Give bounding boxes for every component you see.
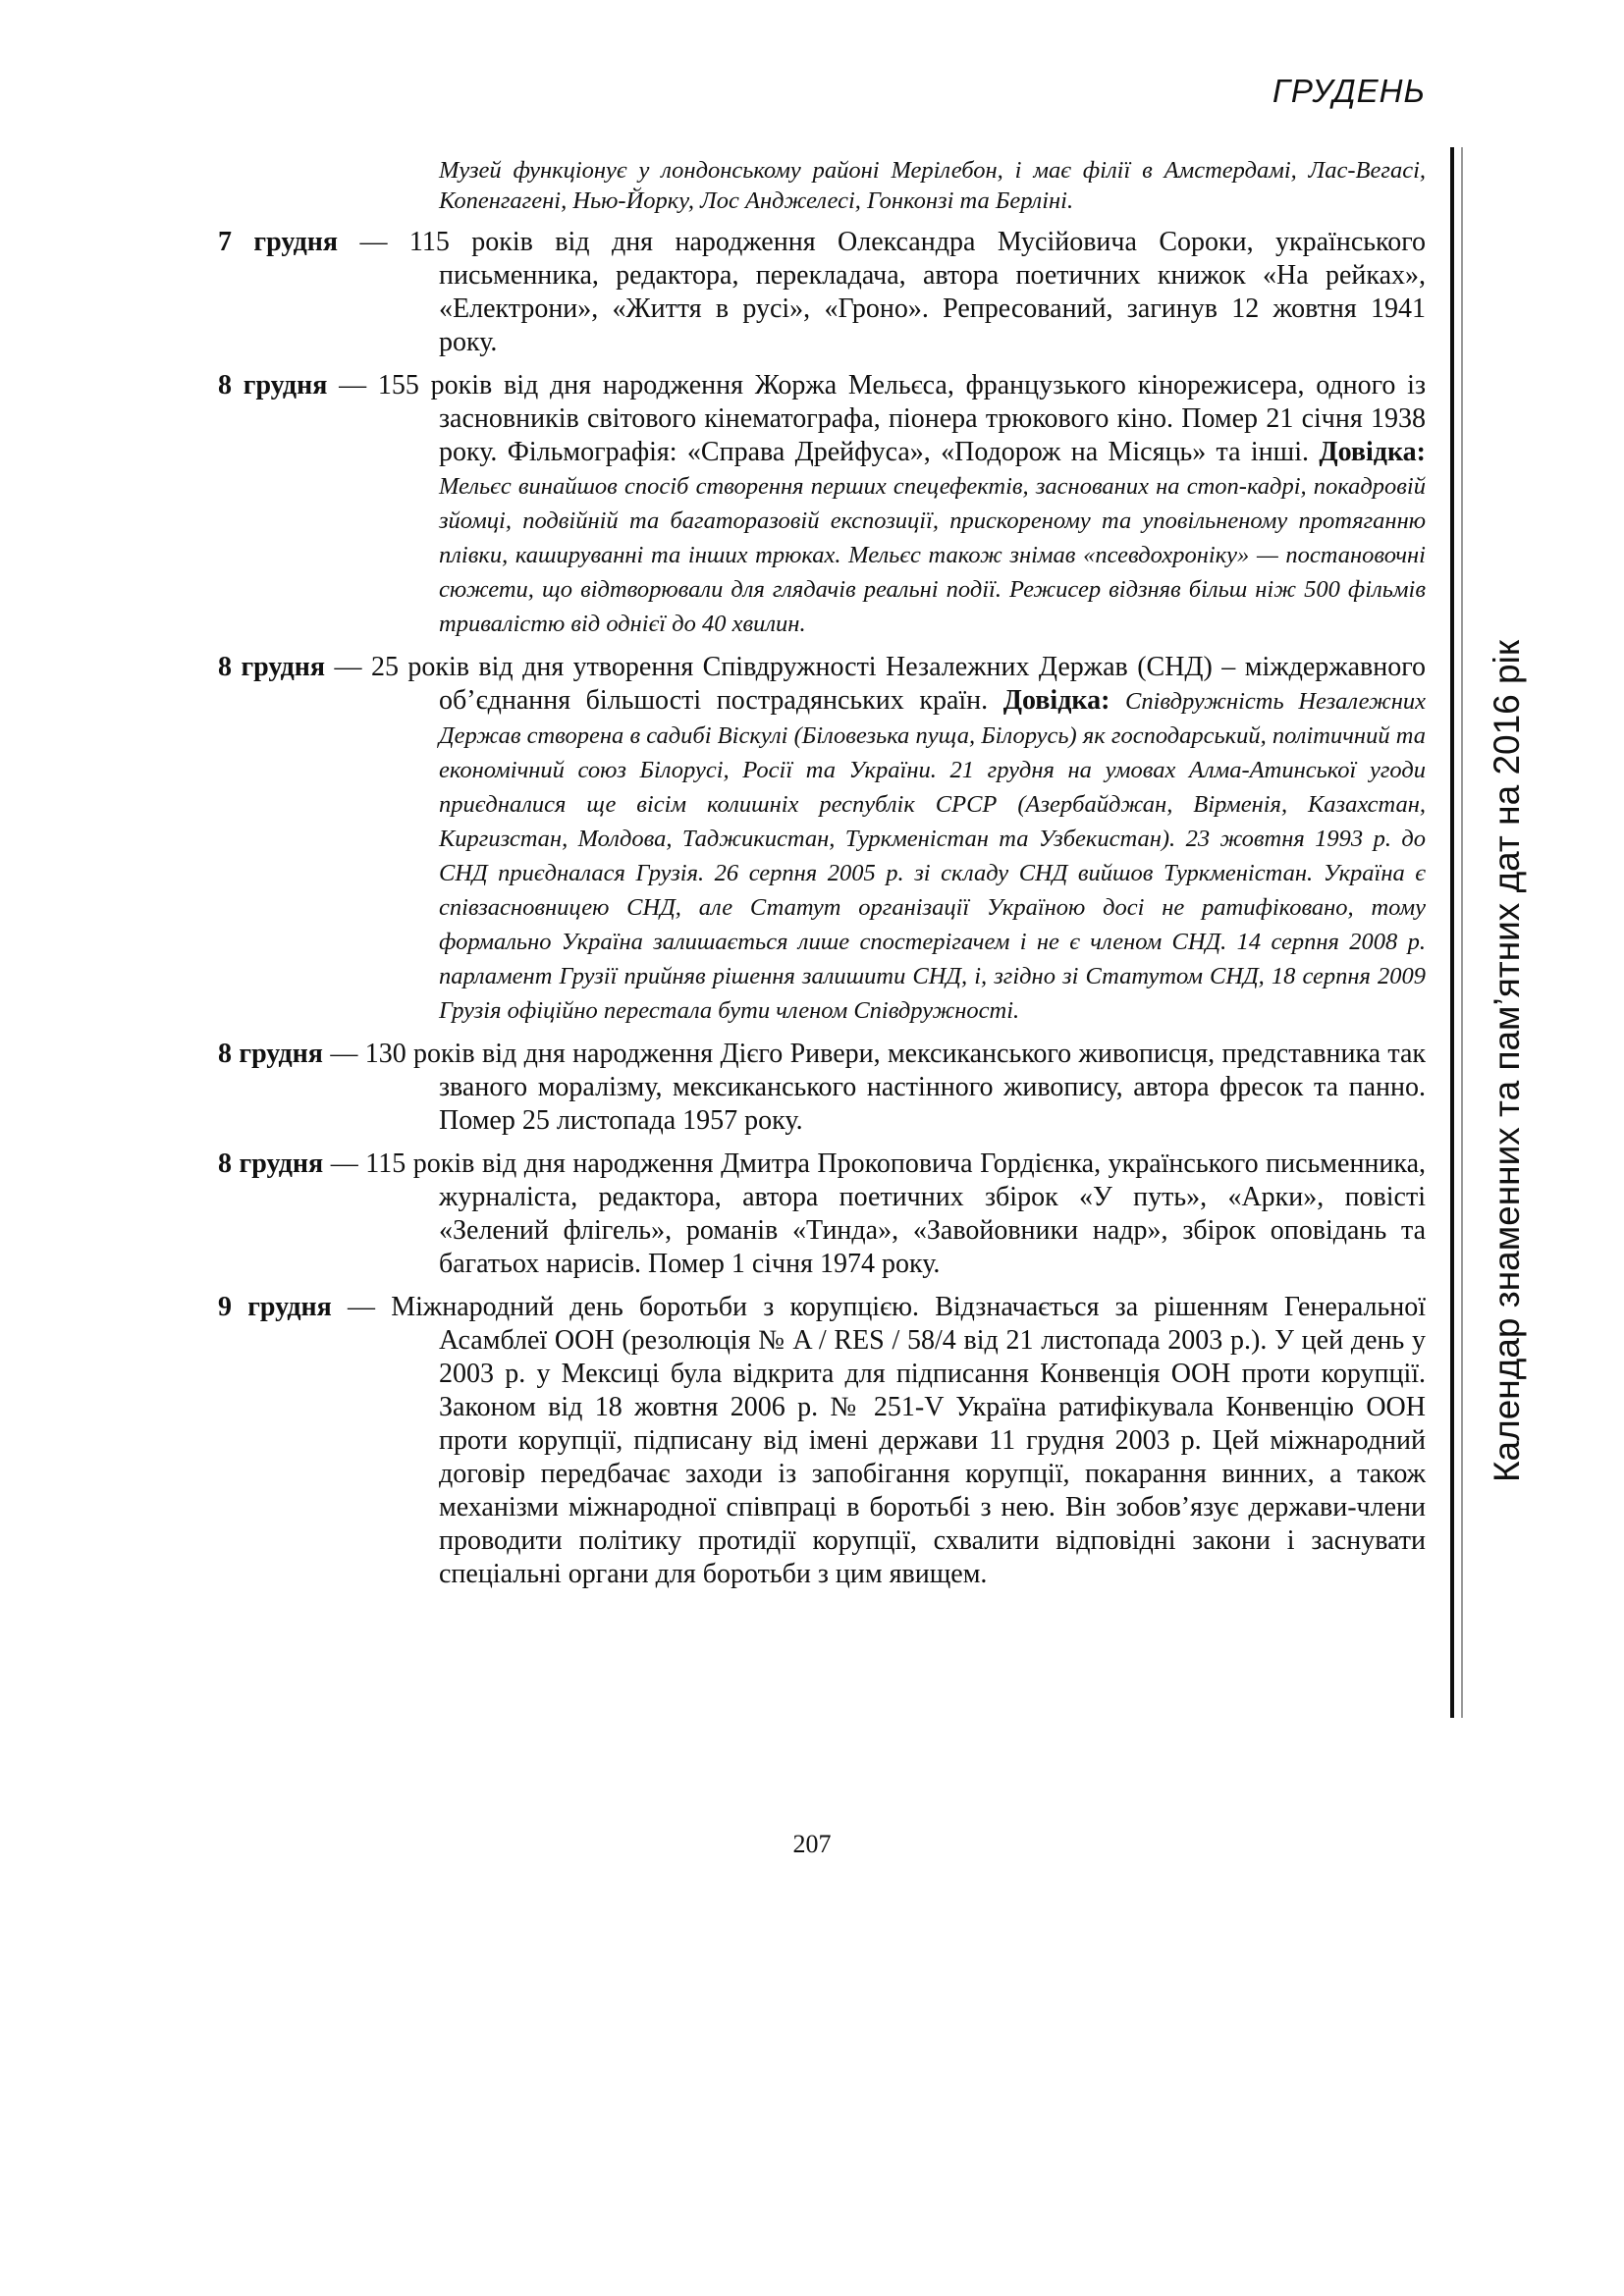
page-header-title: ГРУДЕНЬ: [1272, 73, 1426, 109]
entry-date: 8 грудня: [218, 1039, 331, 1069]
entry: [218, 369, 1426, 641]
entry-date: 8 грудня: [218, 1148, 331, 1179]
entry: [218, 1291, 1426, 1591]
entry: [218, 651, 1426, 1028]
entry-ref-label: Довідка:: [1319, 437, 1426, 467]
entry-dash: —: [330, 1148, 366, 1179]
entry-dash: —: [348, 1292, 392, 1322]
entry-note: Мельєс винайшов спосіб створення перших спецефектів, заснованих на стоп-кадрі, покадровій зйомці, подвійній та багаторазовій експозиції, прискореному та уповільненому протяганню плівки, кашируванні та інших трюках. Мельєс також знімав «псевдохроніку» — постановочні сюжети, що відтворювали для глядачів реальні події. Режисер відзняв більш ніж 500 фільмів тривалістю від однієї до 40 хвилин.: [439, 473, 1426, 637]
entry-dash: —: [359, 227, 409, 257]
entry: [218, 1148, 1426, 1281]
entry-date: 7 грудня: [218, 227, 360, 257]
entry-dash: —: [339, 370, 378, 400]
entry: [218, 226, 1426, 359]
entry-dash: —: [330, 1039, 365, 1069]
entry-date: 8 грудня: [218, 652, 335, 682]
entry-note: Співдружність Незалежних Держав створена в садибі Віскулі (Біловезька пуща, Білорусь) як господарський, політичний та економічний союз Білорусі, Росії та України. 21 грудня на умовах Алма-Атинської угоди приєдналися ще вісім колишніх республік СРСР (Азербайджан, Вірменія, Казахстан, Киргизстан, Молдова, Таджикистан, Туркменістан та Узбекистан). 23 жовтня 1993 р. до СНД приєдналася Грузія. 26 серпня 2005 р. зі складу СНД вийшов Туркменістан. Україна є співзасновницею СНД, але Статут організації Україною досі не ратифіковано, тому формально Україна залишається лише спостерігачем і не є членом СНД. 14 серпня 2008 р. парламент Грузії прийняв рішення залишити СНД, і, згідно зі Статутом СНД, 18 серпня 2009 Грузія офіційно перестала бути членом Співдружності.: [439, 688, 1427, 1024]
vertical-rule: [1450, 147, 1454, 1718]
page-number: 207: [792, 1830, 832, 1858]
vertical-rule-thin: [1461, 147, 1463, 1718]
entry-text: 115 років від дня народження Дмитра Прокоповича Гордієнка, українського письменника, журналіста, редактора, автора поетичних збірок «У путь», «Арки», повісті «Зелений флігель», романів «Тинда», «Завойовники надр», збірок оповідань та багатьох нарисів. Помер 1 січня 1974 року.: [365, 1148, 1427, 1279]
entry-text: 25 років від дня утворення Співдружності Незалежних Держав (СНД) – міждержавного об’єднання більшості пострадянських країн.: [370, 652, 1427, 716]
entry-date: 8 грудня: [218, 370, 340, 400]
entry: [218, 1038, 1426, 1138]
entry-ref-label: Довідка:: [1002, 685, 1125, 716]
page-content: [218, 155, 1426, 1591]
entry-text: 115 років від дня народження Олександра Мусійовича Сороки, українського письменника, редактора, перекладача, автора поетичних книжок «На рейках», «Електрони», «Життя в русі», «Гроно». Репресований, загинув 12 жовтня 1941 року.: [408, 227, 1426, 357]
entry-text: Міжнародний день боротьби з корупцією. Відзначається за рішенням Генеральної Асамблеї ООН (резолюція № A / RES / 58/4 від 21 листопада 2003 р.). У цей день у 2003 р. у Мексиці була відкрита для підписання Конвенція ООН проти корупції. Законом від 18 жовтня 2006 р. № 251-V Україна ратифікувала Конвенцію ООН проти корупції, підписану від імені держави 11 грудня 2003 р. Цей міжнародний договір передбачає заходи із запобігання корупції, покарання винних, а також механізми міжнародної співпраці в боротьбі з нею. Він зобов’язує держави-члени проводити політику протидії корупції, схвалити відповідні закони і заснувати спеціальні органи для боротьби з цим явищем.: [391, 1292, 1426, 1589]
side-running-title: Календар знаменних та пам’ятних дат на 2016 рік: [1487, 639, 1527, 1482]
entry-text: 130 років від дня народження Дієго Ривери, мексиканського живописця, представника так званого моралізму, мексиканського настінного живопису, автора фресок та панно. Помер 25 листопада 1957 року.: [364, 1039, 1426, 1136]
entry-dash: —: [334, 652, 371, 682]
entry-date: 9 грудня: [218, 1292, 349, 1322]
entry-text: 155 років від дня народження Жоржа Мельєса, французького кінорежисера, одного із засновників світового кінематографа, піонера трюкового кіно. Помер 21 січня 1938 року. Фільмографія: «Справа Дрейфуса», «Подорож на Місяць» та інші.: [377, 370, 1427, 467]
intro-note: Музей функціонує у лондонському районі Мерілебон, і має філії в Амстердамі, Лас-Вегасі, Копенгагені, Нью-Йорку, Лос Анджелесі, Гонконзі та Берліні.: [439, 157, 1426, 214]
